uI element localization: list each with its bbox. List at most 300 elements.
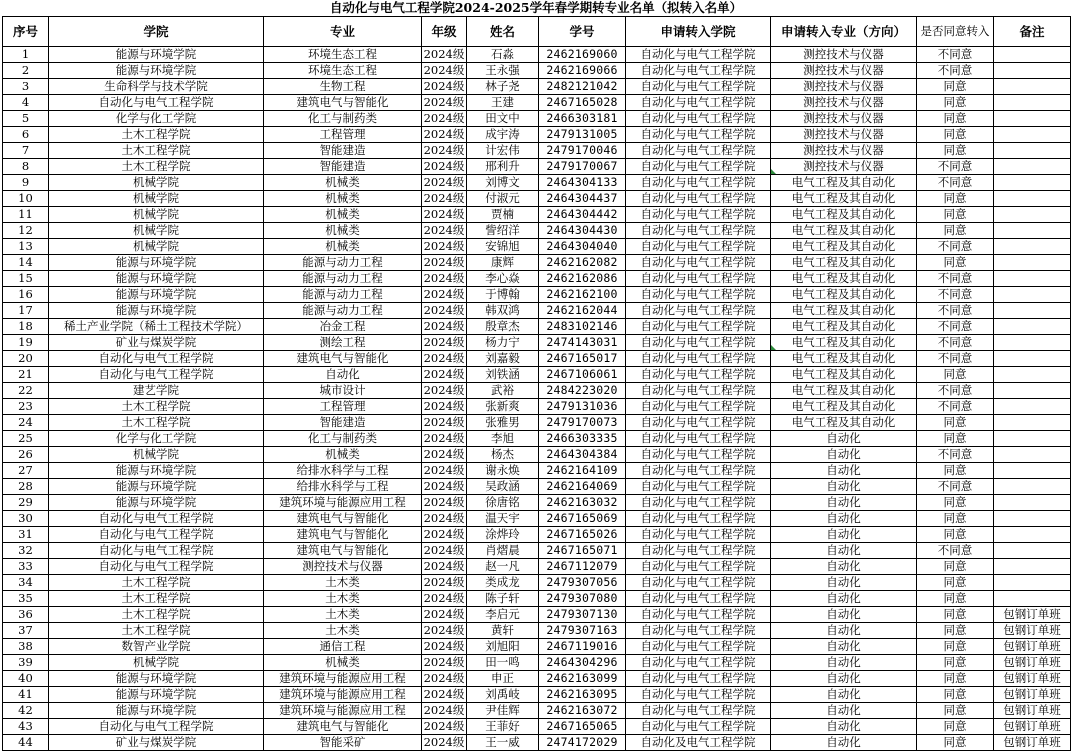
cell-index[interactable]: 23 — [3, 399, 49, 415]
cell-student-id[interactable]: 2479131005 — [539, 127, 626, 143]
cell-index[interactable]: 6 — [3, 127, 49, 143]
cell-remark[interactable] — [994, 47, 1071, 63]
cell-approval[interactable]: 同意 — [917, 607, 994, 623]
cell-student-id[interactable]: 2466303335 — [539, 431, 626, 447]
cell-target-college[interactable]: 自动化与电气工程学院 — [626, 95, 771, 111]
cell-target-college[interactable]: 自动化与电气工程学院 — [626, 559, 771, 575]
cell-approval[interactable]: 不同意 — [917, 175, 994, 191]
cell-remark[interactable] — [994, 399, 1071, 415]
cell-index[interactable]: 40 — [3, 671, 49, 687]
cell-approval[interactable]: 同意 — [917, 415, 994, 431]
cell-name[interactable]: 黄轩 — [467, 623, 539, 639]
cell-target-major[interactable]: 自动化 — [771, 607, 917, 623]
cell-grade[interactable]: 2024级 — [422, 207, 467, 223]
cell-index[interactable]: 16 — [3, 287, 49, 303]
cell-college[interactable]: 自动化与电气工程学院 — [49, 559, 264, 575]
cell-index[interactable]: 44 — [3, 735, 49, 751]
cell-index[interactable]: 4 — [3, 95, 49, 111]
cell-target-college[interactable]: 自动化与电气工程学院 — [626, 415, 771, 431]
cell-target-college[interactable]: 自动化与电气工程学院 — [626, 399, 771, 415]
cell-target-major[interactable]: 电气工程及其自动化 — [771, 351, 917, 367]
cell-college[interactable]: 能源与环境学院 — [49, 63, 264, 79]
cell-target-major[interactable]: 电气工程及其自动化 — [771, 335, 917, 351]
cell-major[interactable]: 化工与制药类 — [264, 111, 422, 127]
cell-index[interactable]: 1 — [3, 47, 49, 63]
cell-target-college[interactable]: 自动化与电气工程学院 — [626, 191, 771, 207]
cell-student-id[interactable]: 2467106061 — [539, 367, 626, 383]
cell-remark[interactable] — [994, 351, 1071, 367]
cell-remark[interactable]: 包钢订单班 — [994, 607, 1071, 623]
cell-target-major[interactable]: 自动化 — [771, 463, 917, 479]
cell-grade[interactable]: 2024级 — [422, 463, 467, 479]
cell-name[interactable]: 类成龙 — [467, 575, 539, 591]
cell-grade[interactable]: 2024级 — [422, 47, 467, 63]
cell-college[interactable]: 建艺学院 — [49, 383, 264, 399]
cell-target-major[interactable]: 自动化 — [771, 559, 917, 575]
cell-name[interactable]: 张雅男 — [467, 415, 539, 431]
cell-target-college[interactable]: 自动化与电气工程学院 — [626, 479, 771, 495]
cell-target-major[interactable]: 电气工程及其自动化 — [771, 383, 917, 399]
cell-remark[interactable] — [994, 127, 1071, 143]
cell-remark[interactable] — [994, 543, 1071, 559]
cell-college[interactable]: 自动化与电气工程学院 — [49, 95, 264, 111]
cell-grade[interactable]: 2024级 — [422, 511, 467, 527]
cell-major[interactable]: 土木类 — [264, 607, 422, 623]
cell-remark[interactable] — [994, 447, 1071, 463]
cell-remark[interactable] — [994, 383, 1071, 399]
cell-grade[interactable]: 2024级 — [422, 63, 467, 79]
cell-target-major[interactable]: 自动化 — [771, 447, 917, 463]
cell-remark[interactable]: 包钢订单班 — [994, 687, 1071, 703]
cell-index[interactable]: 24 — [3, 415, 49, 431]
cell-college[interactable]: 土木工程学院 — [49, 127, 264, 143]
cell-target-major[interactable]: 自动化 — [771, 639, 917, 655]
cell-major[interactable]: 机械类 — [264, 239, 422, 255]
cell-remark[interactable] — [994, 335, 1071, 351]
cell-student-id[interactable]: 2467112079 — [539, 559, 626, 575]
cell-target-college[interactable]: 自动化与电气工程学院 — [626, 511, 771, 527]
cell-major[interactable]: 测绘工程 — [264, 335, 422, 351]
cell-remark[interactable] — [994, 111, 1071, 127]
cell-student-id[interactable]: 2464304296 — [539, 655, 626, 671]
cell-name[interactable]: 杨杰 — [467, 447, 539, 463]
cell-grade[interactable]: 2024级 — [422, 127, 467, 143]
cell-target-college[interactable]: 自动化与电气工程学院 — [626, 303, 771, 319]
cell-index[interactable]: 27 — [3, 463, 49, 479]
cell-target-major[interactable]: 自动化 — [771, 527, 917, 543]
cell-remark[interactable] — [994, 239, 1071, 255]
cell-major[interactable]: 机械类 — [264, 207, 422, 223]
cell-target-major[interactable]: 自动化 — [771, 719, 917, 735]
cell-remark[interactable] — [994, 591, 1071, 607]
cell-index[interactable]: 22 — [3, 383, 49, 399]
cell-target-college[interactable]: 自动化与电气工程学院 — [626, 607, 771, 623]
cell-target-college[interactable]: 自动化与电气工程学院 — [626, 575, 771, 591]
cell-approval[interactable]: 不同意 — [917, 287, 994, 303]
cell-name[interactable]: 刘旭阳 — [467, 639, 539, 655]
cell-target-college[interactable]: 自动化与电气工程学院 — [626, 111, 771, 127]
cell-grade[interactable]: 2024级 — [422, 335, 467, 351]
cell-college[interactable]: 土木工程学院 — [49, 415, 264, 431]
cell-student-id[interactable]: 2467165017 — [539, 351, 626, 367]
cell-major[interactable]: 智能建造 — [264, 143, 422, 159]
cell-approval[interactable]: 同意 — [917, 575, 994, 591]
cell-approval[interactable]: 同意 — [917, 511, 994, 527]
cell-target-college[interactable]: 自动化与电气工程学院 — [626, 223, 771, 239]
cell-major[interactable]: 能源与动力工程 — [264, 303, 422, 319]
cell-major[interactable]: 建筑环境与能源应用工程 — [264, 671, 422, 687]
cell-index[interactable]: 12 — [3, 223, 49, 239]
cell-target-major[interactable]: 电气工程及其自动化 — [771, 399, 917, 415]
cell-index[interactable]: 36 — [3, 607, 49, 623]
cell-target-major[interactable]: 自动化 — [771, 687, 917, 703]
cell-remark[interactable] — [994, 463, 1071, 479]
cell-major[interactable]: 机械类 — [264, 191, 422, 207]
cell-grade[interactable]: 2024级 — [422, 351, 467, 367]
cell-remark[interactable] — [994, 143, 1071, 159]
cell-target-major[interactable]: 自动化 — [771, 543, 917, 559]
cell-grade[interactable]: 2024级 — [422, 655, 467, 671]
cell-approval[interactable]: 同意 — [917, 527, 994, 543]
cell-major[interactable]: 建筑电气与智能化 — [264, 543, 422, 559]
cell-student-id[interactable]: 2462162044 — [539, 303, 626, 319]
cell-name[interactable]: 吴政涵 — [467, 479, 539, 495]
cell-grade[interactable]: 2024级 — [422, 367, 467, 383]
cell-student-id[interactable]: 2462163099 — [539, 671, 626, 687]
cell-index[interactable]: 39 — [3, 655, 49, 671]
cell-target-major[interactable]: 电气工程及其自动化 — [771, 303, 917, 319]
cell-college[interactable]: 能源与环境学院 — [49, 271, 264, 287]
cell-target-college[interactable]: 自动化与电气工程学院 — [626, 127, 771, 143]
cell-target-college[interactable]: 自动化与电气工程学院 — [626, 63, 771, 79]
cell-major[interactable]: 建筑电气与智能化 — [264, 719, 422, 735]
cell-target-major[interactable]: 自动化 — [771, 655, 917, 671]
cell-name[interactable]: 王一威 — [467, 735, 539, 751]
cell-student-id[interactable]: 2482121042 — [539, 79, 626, 95]
cell-grade[interactable]: 2024级 — [422, 495, 467, 511]
cell-index[interactable]: 21 — [3, 367, 49, 383]
cell-major[interactable]: 建筑环境与能源应用工程 — [264, 687, 422, 703]
cell-grade[interactable]: 2024级 — [422, 175, 467, 191]
cell-major[interactable]: 能源与动力工程 — [264, 287, 422, 303]
cell-remark[interactable] — [994, 255, 1071, 271]
cell-target-college[interactable]: 自动化与电气工程学院 — [626, 287, 771, 303]
cell-index[interactable]: 11 — [3, 207, 49, 223]
cell-target-college[interactable]: 自动化与电气工程学院 — [626, 463, 771, 479]
cell-name[interactable]: 林子尧 — [467, 79, 539, 95]
cell-grade[interactable]: 2024级 — [422, 415, 467, 431]
cell-major[interactable]: 工程管理 — [264, 399, 422, 415]
cell-approval[interactable]: 不同意 — [917, 303, 994, 319]
cell-college[interactable]: 自动化与电气工程学院 — [49, 527, 264, 543]
cell-target-college[interactable]: 自动化与电气工程学院 — [626, 527, 771, 543]
cell-index[interactable]: 5 — [3, 111, 49, 127]
cell-target-major[interactable]: 电气工程及其自动化 — [771, 367, 917, 383]
cell-major[interactable]: 智能建造 — [264, 159, 422, 175]
cell-approval[interactable]: 同意 — [917, 367, 994, 383]
cell-name[interactable]: 邢利升 — [467, 159, 539, 175]
cell-target-college[interactable]: 自动化与电气工程学院 — [626, 703, 771, 719]
cell-name[interactable]: 温天宇 — [467, 511, 539, 527]
cell-index[interactable]: 15 — [3, 271, 49, 287]
cell-student-id[interactable]: 2467165065 — [539, 719, 626, 735]
cell-name[interactable]: 刘禹岐 — [467, 687, 539, 703]
cell-approval[interactable]: 同意 — [917, 671, 994, 687]
cell-grade[interactable]: 2024级 — [422, 671, 467, 687]
cell-college[interactable]: 能源与环境学院 — [49, 47, 264, 63]
cell-student-id[interactable]: 2479307080 — [539, 591, 626, 607]
cell-grade[interactable]: 2024级 — [422, 479, 467, 495]
cell-college[interactable]: 能源与环境学院 — [49, 703, 264, 719]
cell-major[interactable]: 建筑电气与智能化 — [264, 527, 422, 543]
cell-student-id[interactable]: 2479307163 — [539, 623, 626, 639]
cell-college[interactable]: 数智产业学院 — [49, 639, 264, 655]
cell-grade[interactable]: 2024级 — [422, 575, 467, 591]
cell-grade[interactable]: 2024级 — [422, 111, 467, 127]
cell-index[interactable]: 35 — [3, 591, 49, 607]
cell-target-major[interactable]: 电气工程及其自动化 — [771, 207, 917, 223]
cell-index[interactable]: 29 — [3, 495, 49, 511]
cell-approval[interactable]: 同意 — [917, 79, 994, 95]
cell-remark[interactable] — [994, 367, 1071, 383]
cell-target-major[interactable]: 自动化 — [771, 591, 917, 607]
cell-college[interactable]: 机械学院 — [49, 655, 264, 671]
cell-student-id[interactable]: 2462163072 — [539, 703, 626, 719]
cell-student-id[interactable]: 2479170073 — [539, 415, 626, 431]
cell-student-id[interactable]: 2464304040 — [539, 239, 626, 255]
cell-student-id[interactable]: 2479307056 — [539, 575, 626, 591]
cell-target-major[interactable]: 电气工程及其自动化 — [771, 319, 917, 335]
cell-target-major[interactable]: 测控技术与仪器 — [771, 159, 917, 175]
cell-name[interactable]: 赵一凡 — [467, 559, 539, 575]
cell-name[interactable]: 康辉 — [467, 255, 539, 271]
cell-college[interactable]: 土木工程学院 — [49, 575, 264, 591]
cell-grade[interactable]: 2024级 — [422, 191, 467, 207]
cell-college[interactable]: 能源与环境学院 — [49, 303, 264, 319]
cell-grade[interactable]: 2024级 — [422, 623, 467, 639]
cell-target-major[interactable]: 测控技术与仪器 — [771, 63, 917, 79]
cell-major[interactable]: 建筑环境与能源应用工程 — [264, 495, 422, 511]
cell-major[interactable]: 机械类 — [264, 175, 422, 191]
cell-remark[interactable] — [994, 495, 1071, 511]
cell-index[interactable]: 10 — [3, 191, 49, 207]
cell-index[interactable]: 41 — [3, 687, 49, 703]
cell-target-college[interactable]: 自动化与电气工程学院 — [626, 639, 771, 655]
cell-college[interactable]: 能源与环境学院 — [49, 287, 264, 303]
cell-student-id[interactable]: 2464304430 — [539, 223, 626, 239]
cell-approval[interactable]: 同意 — [917, 431, 994, 447]
cell-college[interactable]: 自动化与电气工程学院 — [49, 367, 264, 383]
cell-approval[interactable]: 同意 — [917, 639, 994, 655]
cell-target-college[interactable]: 自动化与电气工程学院 — [626, 367, 771, 383]
cell-college[interactable]: 能源与环境学院 — [49, 463, 264, 479]
cell-name[interactable]: 李心焱 — [467, 271, 539, 287]
cell-name[interactable]: 陈子轩 — [467, 591, 539, 607]
cell-remark[interactable] — [994, 479, 1071, 495]
cell-grade[interactable]: 2024级 — [422, 687, 467, 703]
cell-college[interactable]: 土木工程学院 — [49, 591, 264, 607]
cell-student-id[interactable]: 2462164069 — [539, 479, 626, 495]
cell-approval[interactable]: 不同意 — [917, 383, 994, 399]
cell-approval[interactable]: 同意 — [917, 207, 994, 223]
cell-index[interactable]: 42 — [3, 703, 49, 719]
cell-target-major[interactable]: 自动化 — [771, 511, 917, 527]
cell-remark[interactable] — [994, 319, 1071, 335]
cell-remark[interactable]: 包钢订单班 — [994, 735, 1071, 751]
cell-college[interactable]: 能源与环境学院 — [49, 255, 264, 271]
cell-target-college[interactable]: 自动化与电气工程学院 — [626, 159, 771, 175]
cell-target-major[interactable]: 测控技术与仪器 — [771, 47, 917, 63]
cell-name[interactable]: 涂烨玲 — [467, 527, 539, 543]
cell-remark[interactable] — [994, 511, 1071, 527]
cell-major[interactable]: 能源与动力工程 — [264, 271, 422, 287]
cell-college[interactable]: 稀土产业学院（稀土工程技术学院） — [49, 319, 264, 335]
cell-college[interactable]: 化学与化工学院 — [49, 431, 264, 447]
cell-approval[interactable]: 不同意 — [917, 319, 994, 335]
cell-major[interactable]: 建筑电气与智能化 — [264, 511, 422, 527]
cell-remark[interactable] — [994, 287, 1071, 303]
cell-grade[interactable]: 2024级 — [422, 543, 467, 559]
cell-student-id[interactable]: 2464304133 — [539, 175, 626, 191]
cell-target-college[interactable]: 自动化与电气工程学院 — [626, 495, 771, 511]
cell-target-college[interactable]: 自动化与电气工程学院 — [626, 655, 771, 671]
cell-remark[interactable]: 包钢订单班 — [994, 655, 1071, 671]
cell-index[interactable]: 38 — [3, 639, 49, 655]
cell-target-college[interactable]: 自动化与电气工程学院 — [626, 591, 771, 607]
cell-grade[interactable]: 2024级 — [422, 287, 467, 303]
cell-college[interactable]: 土木工程学院 — [49, 399, 264, 415]
cell-student-id[interactable]: 2462169060 — [539, 47, 626, 63]
cell-target-college[interactable]: 自动化与电气工程学院 — [626, 175, 771, 191]
cell-college[interactable]: 自动化与电气工程学院 — [49, 719, 264, 735]
cell-remark[interactable] — [994, 191, 1071, 207]
cell-target-college[interactable]: 自动化与电气工程学院 — [626, 351, 771, 367]
cell-name[interactable]: 计宏伟 — [467, 143, 539, 159]
cell-remark[interactable] — [994, 207, 1071, 223]
cell-major[interactable]: 建筑电气与智能化 — [264, 95, 422, 111]
cell-remark[interactable]: 包钢订单班 — [994, 623, 1071, 639]
cell-remark[interactable] — [994, 559, 1071, 575]
cell-target-major[interactable]: 电气工程及其自动化 — [771, 271, 917, 287]
cell-target-college[interactable]: 自动化与电气工程学院 — [626, 271, 771, 287]
cell-grade[interactable]: 2024级 — [422, 431, 467, 447]
cell-student-id[interactable]: 2467165071 — [539, 543, 626, 559]
cell-grade[interactable]: 2024级 — [422, 399, 467, 415]
cell-college[interactable]: 化学与化工学院 — [49, 111, 264, 127]
cell-name[interactable]: 于博翰 — [467, 287, 539, 303]
cell-target-college[interactable]: 自动化与电气工程学院 — [626, 255, 771, 271]
cell-name[interactable]: 刘博文 — [467, 175, 539, 191]
cell-student-id[interactable]: 2479307130 — [539, 607, 626, 623]
cell-student-id[interactable]: 2462162100 — [539, 287, 626, 303]
cell-remark[interactable] — [994, 79, 1071, 95]
cell-approval[interactable]: 不同意 — [917, 239, 994, 255]
cell-index[interactable]: 14 — [3, 255, 49, 271]
cell-target-major[interactable]: 电气工程及其自动化 — [771, 223, 917, 239]
cell-major[interactable]: 工程管理 — [264, 127, 422, 143]
cell-index[interactable]: 34 — [3, 575, 49, 591]
cell-grade[interactable]: 2024级 — [422, 143, 467, 159]
cell-index[interactable]: 32 — [3, 543, 49, 559]
cell-grade[interactable]: 2024级 — [422, 79, 467, 95]
cell-grade[interactable]: 2024级 — [422, 255, 467, 271]
cell-index[interactable]: 2 — [3, 63, 49, 79]
cell-target-college[interactable]: 自动化与电气工程学院 — [626, 143, 771, 159]
cell-approval[interactable]: 不同意 — [917, 63, 994, 79]
cell-target-college[interactable]: 自动化与电气工程学院 — [626, 431, 771, 447]
cell-student-id[interactable]: 2462163032 — [539, 495, 626, 511]
cell-target-college[interactable]: 自动化与电气工程学院 — [626, 671, 771, 687]
cell-target-college[interactable]: 自动化与电气工程学院 — [626, 79, 771, 95]
cell-index[interactable]: 8 — [3, 159, 49, 175]
cell-index[interactable]: 30 — [3, 511, 49, 527]
cell-college[interactable]: 机械学院 — [49, 191, 264, 207]
cell-approval[interactable]: 不同意 — [917, 47, 994, 63]
cell-approval[interactable]: 同意 — [917, 463, 994, 479]
cell-major[interactable]: 生物工程 — [264, 79, 422, 95]
cell-target-college[interactable]: 自动化与电气工程学院 — [626, 447, 771, 463]
cell-index[interactable]: 28 — [3, 479, 49, 495]
cell-name[interactable]: 殷章杰 — [467, 319, 539, 335]
cell-target-college[interactable]: 自动化与电气工程学院 — [626, 207, 771, 223]
cell-name[interactable]: 贾楠 — [467, 207, 539, 223]
cell-approval[interactable]: 不同意 — [917, 399, 994, 415]
cell-target-major[interactable]: 测控技术与仪器 — [771, 111, 917, 127]
cell-index[interactable]: 19 — [3, 335, 49, 351]
cell-grade[interactable]: 2024级 — [422, 591, 467, 607]
cell-remark[interactable] — [994, 303, 1071, 319]
cell-target-major[interactable]: 测控技术与仪器 — [771, 127, 917, 143]
cell-student-id[interactable]: 2464304437 — [539, 191, 626, 207]
cell-target-major[interactable]: 自动化 — [771, 671, 917, 687]
cell-target-major[interactable]: 自动化 — [771, 623, 917, 639]
cell-target-college[interactable]: 自动化与电气工程学院 — [626, 543, 771, 559]
cell-name[interactable]: 徐唐铭 — [467, 495, 539, 511]
cell-approval[interactable]: 不同意 — [917, 335, 994, 351]
cell-name[interactable]: 杨力宁 — [467, 335, 539, 351]
cell-college[interactable]: 矿业与煤炭学院 — [49, 335, 264, 351]
cell-name[interactable]: 谢永焕 — [467, 463, 539, 479]
cell-index[interactable]: 13 — [3, 239, 49, 255]
cell-target-college[interactable]: 自动化与电气工程学院 — [626, 47, 771, 63]
cell-remark[interactable]: 包钢订单班 — [994, 639, 1071, 655]
cell-remark[interactable] — [994, 223, 1071, 239]
cell-target-major[interactable]: 自动化 — [771, 735, 917, 751]
cell-college[interactable]: 土木工程学院 — [49, 143, 264, 159]
cell-name[interactable]: 申正 — [467, 671, 539, 687]
cell-remark[interactable] — [994, 575, 1071, 591]
cell-name[interactable]: 成宇涛 — [467, 127, 539, 143]
cell-college[interactable]: 机械学院 — [49, 207, 264, 223]
cell-remark[interactable] — [994, 431, 1071, 447]
cell-grade[interactable]: 2024级 — [422, 719, 467, 735]
cell-index[interactable]: 18 — [3, 319, 49, 335]
cell-approval[interactable]: 同意 — [917, 127, 994, 143]
cell-index[interactable]: 31 — [3, 527, 49, 543]
cell-college[interactable]: 机械学院 — [49, 223, 264, 239]
cell-target-major[interactable]: 电气工程及其自动化 — [771, 239, 917, 255]
cell-student-id[interactable]: 2462164109 — [539, 463, 626, 479]
cell-target-college[interactable]: 自动化与电气工程学院 — [626, 687, 771, 703]
cell-grade[interactable]: 2024级 — [422, 239, 467, 255]
cell-target-major[interactable]: 电气工程及其自动化 — [771, 415, 917, 431]
cell-approval[interactable]: 同意 — [917, 143, 994, 159]
cell-grade[interactable]: 2024级 — [422, 223, 467, 239]
cell-approval[interactable]: 同意 — [917, 703, 994, 719]
cell-grade[interactable]: 2024级 — [422, 639, 467, 655]
cell-major[interactable]: 土木类 — [264, 575, 422, 591]
cell-approval[interactable]: 同意 — [917, 687, 994, 703]
